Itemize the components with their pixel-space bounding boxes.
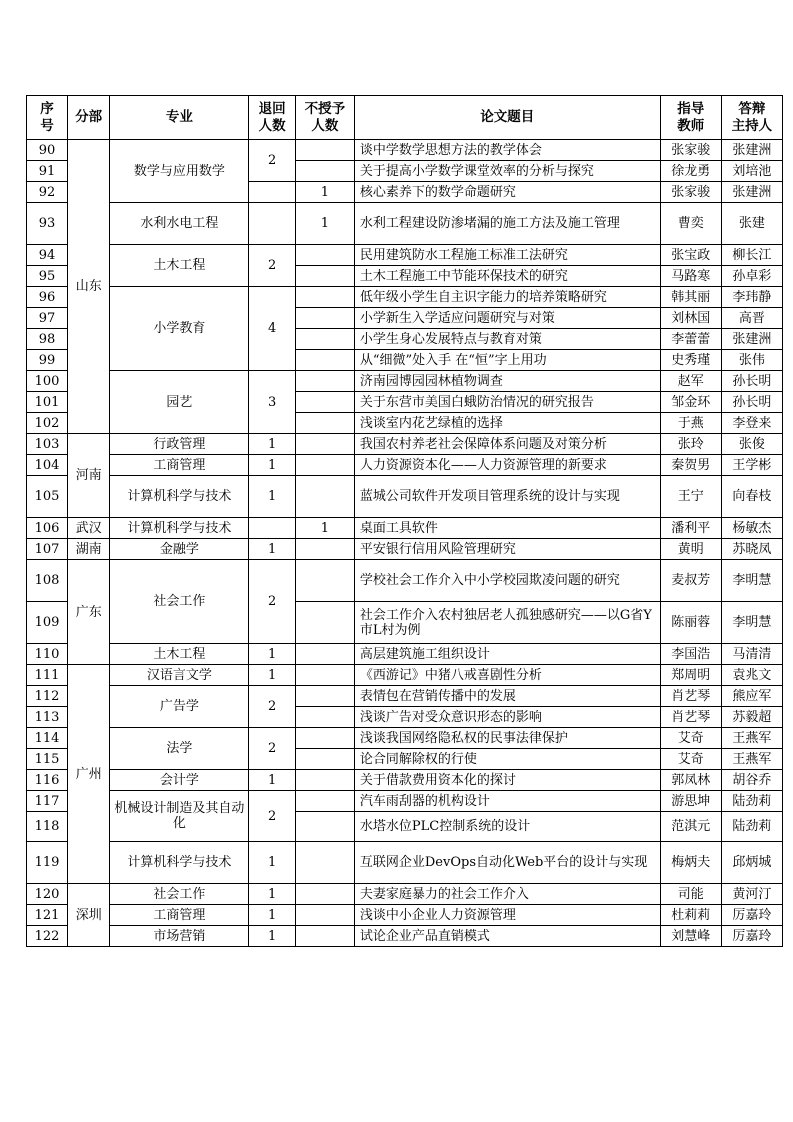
table-row [27,926,783,947]
returned-count: 3 [249,371,295,434]
row-num: 113 [27,707,68,728]
branch-cell: 广州 [68,665,110,884]
thesis-title: 《西游记》中猪八戒喜剧性分析 [354,665,660,686]
row-num: 100 [27,371,68,392]
advisor: 刘慧峰 [660,926,721,947]
no-degree-count [295,161,354,182]
returned-count: 1 [249,644,295,665]
no-degree-count [295,644,354,665]
row-num: 121 [27,905,68,926]
host: 张建 [721,203,782,245]
returned-count: 1 [249,884,295,905]
host: 厉嘉玲 [721,926,782,947]
branch-cell: 山东 [68,140,110,434]
returned-count: 2 [249,791,295,842]
row-num: 104 [27,455,68,476]
major-cell: 土木工程 [110,245,249,287]
advisor: 梅炳夫 [660,842,721,884]
no-degree-count [295,266,354,287]
no-degree-count: 1 [295,182,354,203]
table-row [27,287,783,308]
major-cell: 小学教育 [110,287,249,371]
host: 向春枝 [721,476,782,518]
table-row [27,728,783,749]
thesis-title: 水塔水位PLC控制系统的设计 [354,812,660,842]
no-degree-count [295,728,354,749]
major-cell: 金融学 [110,539,249,560]
host: 孙长明 [721,371,782,392]
no-degree-count [295,812,354,842]
row-num: 108 [27,560,68,602]
advisor: 郑周明 [660,665,721,686]
no-degree-count [295,245,354,266]
table-row [27,539,783,560]
host: 杨敏杰 [721,518,782,539]
thesis-title: 水利工程建设防渗堵漏的施工方法及施工管理 [354,203,660,245]
major-cell: 机械设计制造及其自动化 [110,791,249,842]
advisor: 邹金环 [660,392,721,413]
no-degree-count [295,140,354,161]
thesis-title: 试论企业产品直销模式 [354,926,660,947]
returned-count: 1 [249,905,295,926]
row-num: 118 [27,812,68,842]
row-num: 99 [27,350,68,371]
thesis-title: 小学新生入学适应问题研究与对策 [354,308,660,329]
thesis-title: 蓝城公司软件开发项目管理系统的设计与实现 [354,476,660,518]
advisor: 司能 [660,884,721,905]
thesis-title: 汽车雨刮器的机构设计 [354,791,660,812]
returned-count [249,182,295,203]
major-cell: 社会工作 [110,884,249,905]
returned-count [249,203,295,245]
thesis-title: 核心素养下的数学命题研究 [354,182,660,203]
major-cell: 工商管理 [110,455,249,476]
advisor: 艾奇 [660,728,721,749]
host: 苏毅超 [721,707,782,728]
advisor: 张宝政 [660,245,721,266]
row-num: 120 [27,884,68,905]
returned-count: 1 [249,434,295,455]
host: 陆劲莉 [721,812,782,842]
thesis-title: 人力资源资本化——人力资源管理的新要求 [354,455,660,476]
host: 张建洲 [721,140,782,161]
row-num: 115 [27,749,68,770]
host: 胡谷乔 [721,770,782,791]
host: 李玮静 [721,287,782,308]
table-row [27,770,783,791]
no-degree-count: 1 [295,203,354,245]
row-num: 107 [27,539,68,560]
returned-count: 1 [249,665,295,686]
row-num: 91 [27,161,68,182]
table-row [27,884,783,905]
returned-count [249,518,295,539]
major-cell: 水利水电工程 [110,203,249,245]
no-degree-count [295,350,354,371]
major-cell: 土木工程 [110,644,249,665]
host: 张伟 [721,350,782,371]
thesis-title: 平安银行信用风险管理研究 [354,539,660,560]
no-degree-count [295,770,354,791]
host: 熊应军 [721,686,782,707]
advisor: 徐龙勇 [660,161,721,182]
advisor: 杜莉莉 [660,905,721,926]
thesis-title: 低年级小学生自主识字能力的培养策略研究 [354,287,660,308]
thesis-title: 我国农村养老社会保障体系问题及对策分析 [354,434,660,455]
advisor: 李蕾蕾 [660,329,721,350]
advisor: 范淇元 [660,812,721,842]
no-degree-count: 1 [295,518,354,539]
returned-count: 2 [249,140,295,182]
table-row [27,560,783,602]
host: 王燕军 [721,749,782,770]
major-cell: 法学 [110,728,249,770]
advisor: 肖艺琴 [660,707,721,728]
row-num: 117 [27,791,68,812]
row-num: 111 [27,665,68,686]
no-degree-count [295,791,354,812]
returned-count: 4 [249,287,295,371]
thesis-title: 夫妻家庭暴力的社会工作介入 [354,884,660,905]
header-row [27,96,783,140]
no-degree-count [295,287,354,308]
advisor: 李国浩 [660,644,721,665]
table-row [27,371,783,392]
major-cell: 市场营销 [110,926,249,947]
thesis-title: 论合同解除权的行使 [354,749,660,770]
table-row [27,476,783,518]
host: 陆劲莉 [721,791,782,812]
no-degree-count [295,434,354,455]
major-cell: 会计学 [110,770,249,791]
table-row [27,203,783,245]
host: 张俊 [721,434,782,455]
returned-count: 2 [249,245,295,287]
table-row [27,434,783,455]
thesis-title: 社会工作介入农村独居老人孤独感研究——以G省Y市L村为例 [354,602,660,644]
host: 袁兆文 [721,665,782,686]
host: 李登来 [721,413,782,434]
major-cell: 汉语言文学 [110,665,249,686]
no-degree-count [295,455,354,476]
returned-count: 1 [249,842,295,884]
no-degree-count [295,686,354,707]
advisor: 游思坤 [660,791,721,812]
thesis-title: 互联网企业DevOps自动化Web平台的设计与实现 [354,842,660,884]
no-degree-count [295,308,354,329]
no-degree-count [295,413,354,434]
host: 张建洲 [721,329,782,350]
no-degree-count [295,884,354,905]
host: 王燕军 [721,728,782,749]
table-row [27,686,783,707]
col-header-returned: 退回 人数 [249,96,295,140]
row-num: 96 [27,287,68,308]
row-num: 109 [27,602,68,644]
host: 苏晓凤 [721,539,782,560]
no-degree-count [295,707,354,728]
row-num: 114 [27,728,68,749]
major-cell: 工商管理 [110,905,249,926]
advisor: 刘林国 [660,308,721,329]
thesis-title: 高层建筑施工组织设计 [354,644,660,665]
major-cell: 园艺 [110,371,249,434]
no-degree-count [295,329,354,350]
table-row [27,791,783,812]
no-degree-count [295,476,354,518]
no-degree-count [295,392,354,413]
row-num: 116 [27,770,68,791]
advisor: 王宁 [660,476,721,518]
host: 王学彬 [721,455,782,476]
returned-count: 1 [249,476,295,518]
no-degree-count [295,560,354,602]
thesis-title: 从“细微”处入手 在“恒”字上用功 [354,350,660,371]
thesis-title: 表情包在营销传播中的发展 [354,686,660,707]
row-num: 110 [27,644,68,665]
no-degree-count [295,371,354,392]
no-degree-count [295,665,354,686]
no-degree-count [295,905,354,926]
row-num: 106 [27,518,68,539]
branch-cell: 广东 [68,560,110,665]
major-cell: 计算机科学与技术 [110,518,249,539]
row-num: 93 [27,203,68,245]
thesis-title: 民用建筑防水工程施工标准工法研究 [354,245,660,266]
table-row [27,842,783,884]
returned-count: 2 [249,560,295,644]
row-num: 90 [27,140,68,161]
table-row [27,245,783,266]
col-header-no-degree: 不授予 人数 [295,96,354,140]
table-row [27,518,783,539]
host: 马清清 [721,644,782,665]
row-num: 101 [27,392,68,413]
thesis-title: 浅谈我国网络隐私权的民事法律保护 [354,728,660,749]
table-row [27,665,783,686]
branch-cell: 湖南 [68,539,110,560]
advisor: 肖艺琴 [660,686,721,707]
col-header-major: 专业 [110,96,249,140]
thesis-title: 关于借款费用资本化的探讨 [354,770,660,791]
host: 张建洲 [721,182,782,203]
row-num: 119 [27,842,68,884]
row-num: 122 [27,926,68,947]
col-header-num: 序 号 [27,96,68,140]
major-cell: 计算机科学与技术 [110,476,249,518]
branch-cell: 深圳 [68,884,110,947]
advisor: 韩其丽 [660,287,721,308]
thesis-title: 关于东营市美国白蛾防治情况的研究报告 [354,392,660,413]
no-degree-count [295,842,354,884]
thesis-title: 土木工程施工中节能环保技术的研究 [354,266,660,287]
branch-cell: 武汉 [68,518,110,539]
major-cell: 社会工作 [110,560,249,644]
advisor: 陈丽蓉 [660,602,721,644]
returned-count: 2 [249,686,295,728]
thesis-title: 桌面工具软件 [354,518,660,539]
row-num: 97 [27,308,68,329]
no-degree-count [295,749,354,770]
major-cell: 行政管理 [110,434,249,455]
row-num: 102 [27,413,68,434]
branch-cell: 河南 [68,434,110,518]
thesis-title: 浅谈中小企业人力资源管理 [354,905,660,926]
table-row [27,905,783,926]
row-num: 95 [27,266,68,287]
row-num: 112 [27,686,68,707]
major-cell: 广告学 [110,686,249,728]
host: 高晋 [721,308,782,329]
host: 李明慧 [721,560,782,602]
host: 刘培池 [721,161,782,182]
advisor: 史秀瑾 [660,350,721,371]
thesis-title: 浅谈广告对受众意识形态的影响 [354,707,660,728]
table-row [27,140,783,161]
host: 孙卓彩 [721,266,782,287]
returned-count: 1 [249,455,295,476]
no-degree-count [295,926,354,947]
advisor: 张玲 [660,434,721,455]
advisor: 张家骏 [660,140,721,161]
thesis-title: 关于提高小学数学课堂效率的分析与探究 [354,161,660,182]
returned-count: 1 [249,770,295,791]
col-header-branch: 分部 [68,96,110,140]
thesis-title: 浅谈室内花艺绿植的选择 [354,413,660,434]
returned-count: 1 [249,926,295,947]
advisor: 赵军 [660,371,721,392]
host: 黄河汀 [721,884,782,905]
advisor: 艾奇 [660,749,721,770]
thesis-title: 小学生身心发展特点与教育对策 [354,329,660,350]
returned-count: 2 [249,728,295,770]
col-header-advisor: 指导 教师 [660,96,721,140]
table-row [27,644,783,665]
thesis-title: 济南园博园园林植物调查 [354,371,660,392]
table-row [27,455,783,476]
host: 孙长明 [721,392,782,413]
advisor: 于燕 [660,413,721,434]
host: 邱炳城 [721,842,782,884]
advisor: 曹奕 [660,203,721,245]
col-header-title: 论文题目 [354,96,660,140]
thesis-table [26,95,783,947]
advisor: 黄明 [660,539,721,560]
row-num: 103 [27,434,68,455]
row-num: 105 [27,476,68,518]
thesis-title: 谈中学数学思想方法的教学体会 [354,140,660,161]
host: 李明慧 [721,602,782,644]
returned-count: 1 [249,539,295,560]
col-header-host: 答辩 主持人 [721,96,782,140]
advisor: 张家骏 [660,182,721,203]
row-num: 94 [27,245,68,266]
advisor: 潘利平 [660,518,721,539]
row-num: 92 [27,182,68,203]
row-num: 98 [27,329,68,350]
major-cell: 计算机科学与技术 [110,842,249,884]
no-degree-count [295,602,354,644]
host: 厉嘉玲 [721,905,782,926]
major-cell: 数学与应用数学 [110,140,249,203]
advisor: 麦叔芳 [660,560,721,602]
advisor: 秦贺男 [660,455,721,476]
advisor: 马路寒 [660,266,721,287]
host: 柳长江 [721,245,782,266]
advisor: 郭凤林 [660,770,721,791]
no-degree-count [295,539,354,560]
thesis-title: 学校社会工作介入中小学校园欺凌问题的研究 [354,560,660,602]
